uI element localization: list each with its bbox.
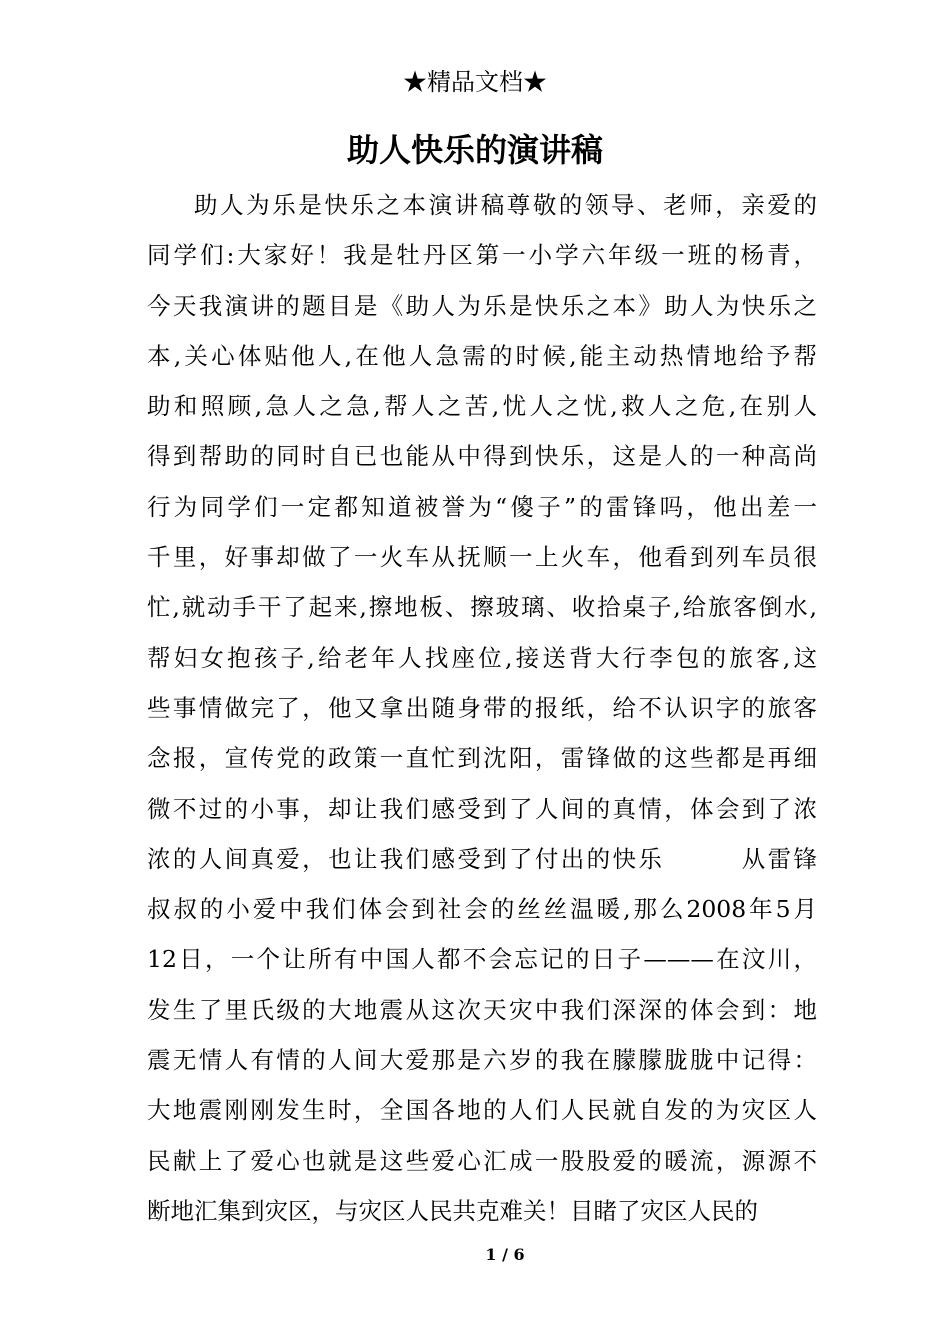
paragraph-line: 断地汇集到灾区，与灾区人民共克难关！目睹了灾区人民的	[147, 1196, 758, 1225]
page-number: 1 / 6	[485, 1245, 525, 1264]
document-title: 助人快乐的演讲稿	[346, 131, 603, 169]
paragraph-line: 千里，好事却做了一火车从抚顺一上火车，他看到列车员很	[147, 543, 817, 572]
paragraph-line: 行为同学们一定都知道被誉为“傻子”的雷锋吗，他出差一	[147, 492, 817, 521]
paragraph-line: 些事情做完了，他又拿出随身带的报纸，给不认识字的旅客	[147, 693, 817, 722]
paragraph-line: 得到帮助的同时自已也能从中得到快乐，这是人的一种高尚	[147, 442, 817, 471]
paragraph-line: 民献上了爱心也就是这些爱心汇成一股股爱的暖流，源源不	[147, 1146, 817, 1175]
paragraph-line: 助和照顾,急人之急,帮人之苦,忧人之忧,救人之危,在别人	[147, 392, 817, 421]
paragraph-line: 震无情人有情的人间大爱那是六岁的我在朦朦胧胧中记得：	[147, 1046, 817, 1075]
paragraph-line: 帮妇女抱孩子,给老年人找座位,接送背大行李包的旅客,这	[147, 643, 817, 672]
paragraph-line: 12日，一个让所有中国人都不会忘记的日子———在汶川，	[147, 945, 817, 974]
paragraph-line: 今天我演讲的题目是《助人为乐是快乐之本》助人为快乐之	[147, 291, 817, 320]
paragraph-line: 忙,就动手干了起来,擦地板、擦玻璃、收拾桌子,给旅客倒水,	[147, 593, 817, 622]
page-header: ★精品文档★	[403, 68, 547, 96]
paragraph-line: 同学们:大家好！我是牡丹区第一小学六年级一班的杨青，	[147, 241, 817, 270]
paragraph-line: 叔叔的小爱中我们体会到社会的丝丝温暖,那么2008年5月	[147, 895, 817, 924]
paragraph-line: 微不过的小事，却让我们感受到了人间的真情，体会到了浓	[147, 794, 817, 823]
paragraph-line: 念报，宣传党的政策一直忙到沈阳，雷锋做的这些都是再细	[147, 744, 817, 773]
paragraph-line: 本,关心体贴他人,在他人急需的时候,能主动热情地给予帮	[147, 341, 817, 370]
paragraph-line: 发生了里氏级的大地震从这次天灾中我们深深的体会到：地	[147, 995, 817, 1024]
paragraph-line: 浓的人间真爱，也让我们感受到了付出的快乐 从雷锋	[147, 844, 817, 873]
document-body	[147, 180, 817, 1236]
paragraph-line: 大地震刚刚发生时，全国各地的人们人民就自发的为灾区人	[147, 1096, 817, 1125]
paragraph-line: 助人为乐是快乐之本演讲稿尊敬的领导、老师，亲爱的	[194, 191, 817, 219]
